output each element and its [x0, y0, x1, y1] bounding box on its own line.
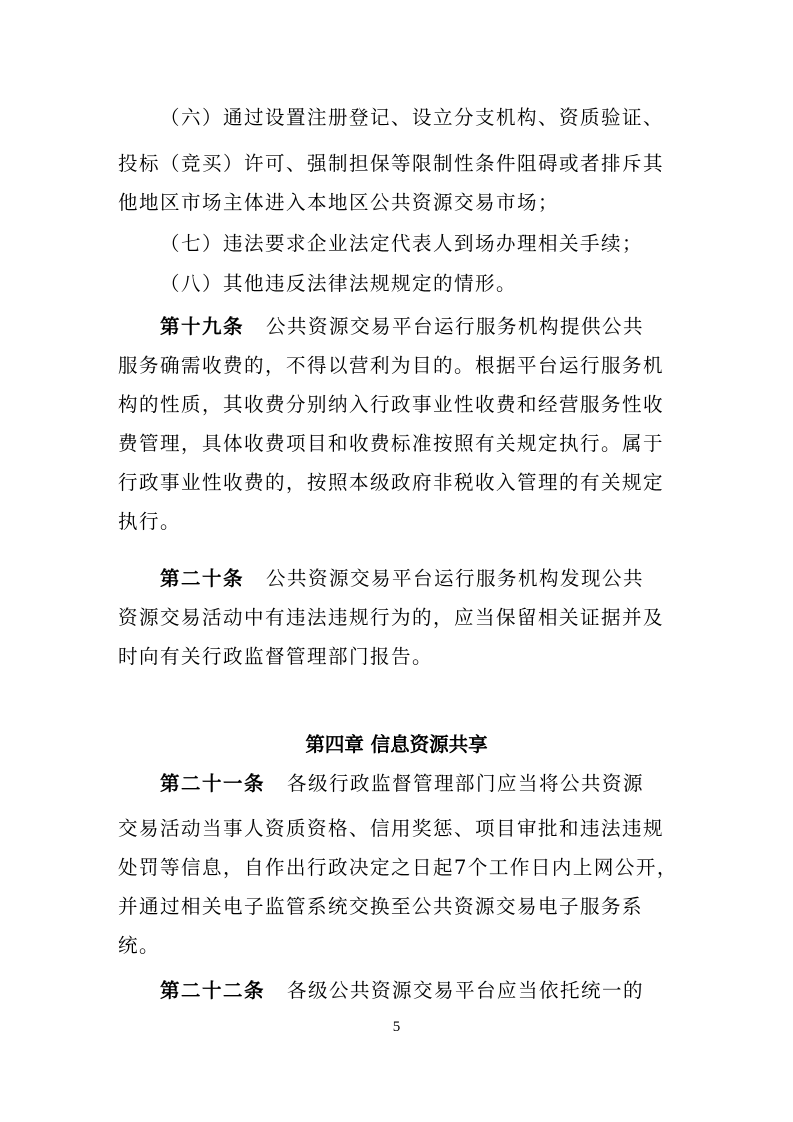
article-21-line-1: 各级行政监督管理部门应当将公共资源 — [287, 772, 645, 795]
article-21-line-3: 处罚等信息，自作出行政决定之日起7个工作日内上网公开， — [118, 856, 678, 879]
article-21-line-4: 并通过相关电子监管系统交换至公共资源交易电子服务系 — [118, 895, 644, 918]
article-19-heading: 第十九条 — [160, 315, 245, 338]
article-19-line-2: 服务确需收费的，不得以营利为目的。根据平台运行服务机 — [118, 354, 665, 377]
article-22-line-1: 各级公共资源交易平台应当依托统一的 — [287, 979, 645, 1002]
article-19-line-5: 行政事业性收费的，按照本级政府非税收入管理的有关规定 — [118, 471, 665, 494]
article-19-line-3: 构的性质，其收费分别纳入行政事业性收费和经营服务性收 — [118, 393, 665, 416]
article-19-line-6: 执行。 — [118, 510, 182, 533]
article-21-heading: 第二十一条 — [160, 772, 266, 795]
article-20-heading: 第二十条 — [160, 567, 245, 590]
article-19-line-1: 公共资源交易平台运行服务机构提供公共 — [266, 315, 645, 338]
article-21-first-line — [160, 772, 644, 796]
chapter-heading: 第四章 信息资源共享 — [305, 733, 488, 756]
item-7: （七）违法要求企业法定代表人到场办理相关手续； — [160, 232, 644, 255]
item-6-line-3: 他地区市场主体进入本地区公共资源交易市场； — [118, 191, 560, 214]
article-19-first-line — [160, 315, 644, 339]
article-20-line-1: 公共资源交易平台运行服务机构发现公共 — [266, 567, 645, 590]
article-20-first-line — [160, 567, 644, 591]
item-6-line-2: 投标（竞买）许可、强制担保等限制性条件阻碍或者排斥其 — [118, 152, 665, 175]
article-20-line-2: 资源交易活动中有违法违规行为的，应当保留相关证据并及 — [118, 606, 665, 629]
article-21-line-2: 交易活动当事人资质资格、信用奖惩、项目审批和违法违规 — [118, 817, 665, 840]
page-number: 5 — [392, 1019, 401, 1035]
article-19-line-4: 费管理，具体收费项目和收费标准按照有关规定执行。属于 — [118, 432, 665, 455]
item-8: （八）其他违反法律法规规定的情形。 — [160, 272, 518, 295]
article-22-heading: 第二十二条 — [160, 979, 266, 1002]
article-20-line-3: 时向有关行政监督管理部门报告。 — [118, 645, 434, 668]
article-21-line-5: 统。 — [118, 934, 161, 957]
article-22-first-line — [160, 979, 644, 1003]
item-6-line-1: （六）通过设置注册登记、设立分支机构、资质验证、 — [160, 106, 665, 129]
